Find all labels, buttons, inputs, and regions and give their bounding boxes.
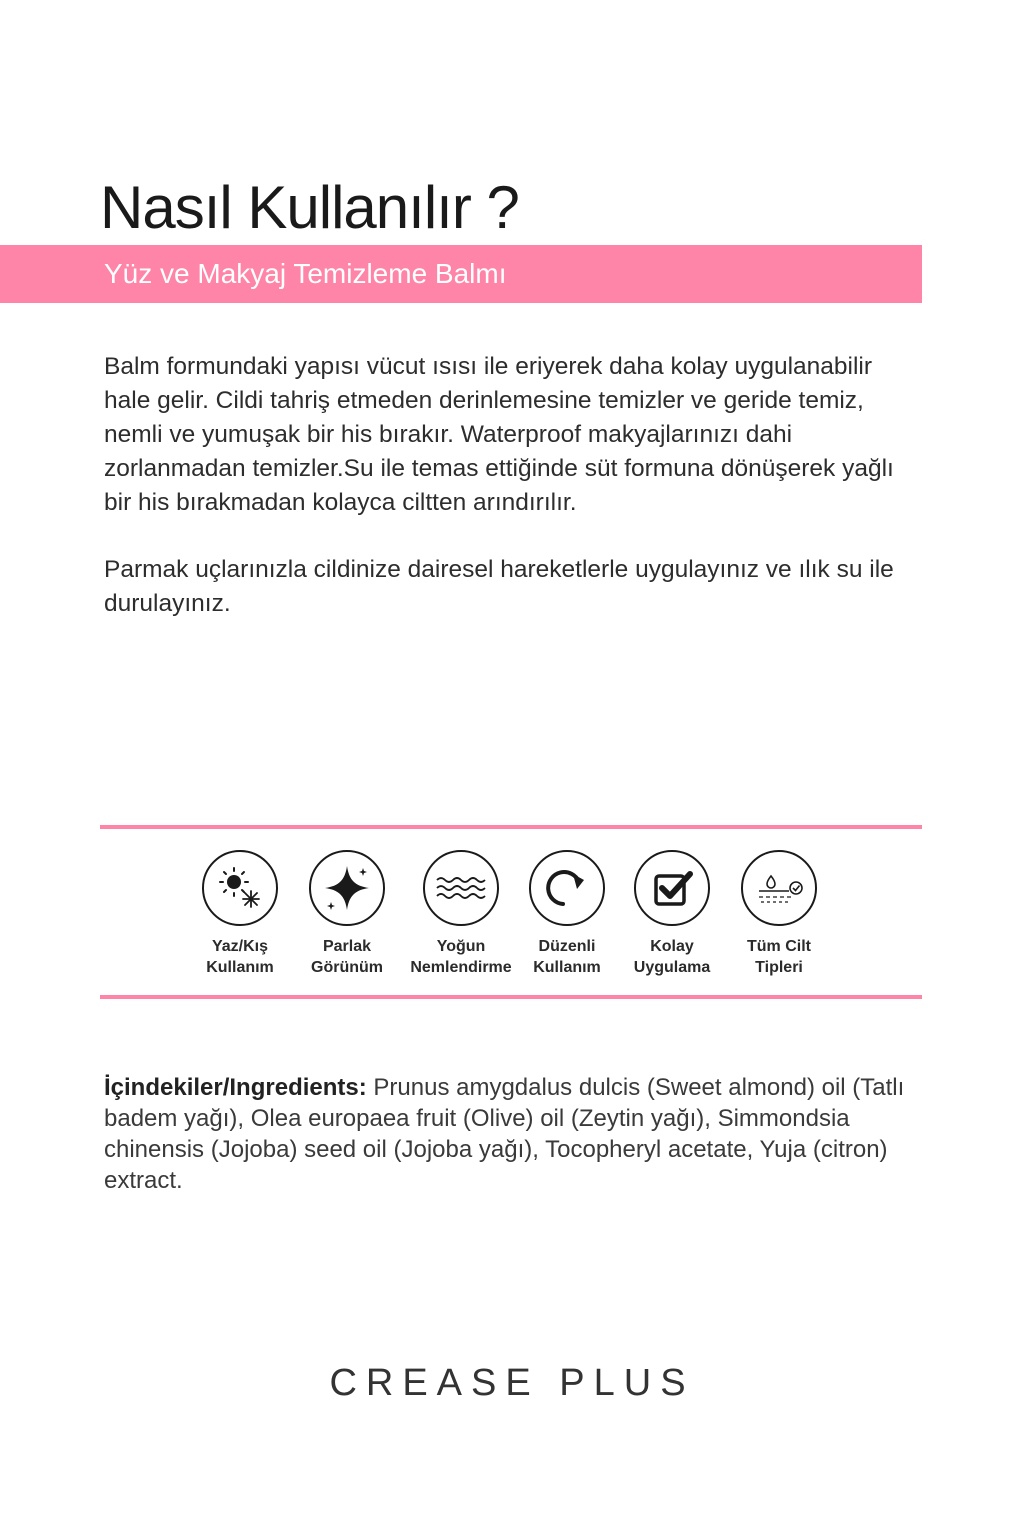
description-paragraph: Balm formundaki yapısı vücut ısısı ile eriyerek daha kolay uygulanabilir hale gelir. Cildi tahriş etmeden derinlemesine temizler ve geride temiz, nemli ve yumuşak bir his bırakır. Waterproof makyajlarınızı dahi zorlanmadan temizler.Su ile temas ettiğinde süt formuna dönüşerek yağlı bir his bırakmadan kolayca ciltten arındırılır. [104,353,894,516]
skin-types-icon [741,850,817,926]
feature-regular-use [512,850,622,978]
feature-label: Yoğun Nemlendirme [410,938,512,976]
feature-all-skin-types [724,850,834,978]
product-subtitle: Yüz ve Makyaj Temizleme Balmı [104,258,507,289]
feature-label: Düzenli Kullanım [533,938,601,976]
usage-paragraph: Parmak uçlarınızla cildinize dairesel hareketlerle uygulayınız ve ılık su ile durulayınız. [104,556,894,617]
page-title: Nasıl Kullanılır ? [100,174,519,241]
sun-snowflake-icon [202,850,278,926]
divider-bottom [100,995,922,999]
brand-logo: CREASE PLUS [329,1362,695,1404]
subtitle-banner [0,245,922,303]
feature-label: Tüm Cilt Tipleri [747,938,811,976]
checkbox-icon [634,850,710,926]
divider-top [100,825,922,829]
feature-label: Yaz/Kış Kullanım [206,938,274,976]
waves-icon [423,850,499,926]
feature-moisturizing [406,850,516,978]
feature-label: Kolay Uygulama [633,938,711,976]
feature-summer-winter [185,850,295,978]
ingredients-text: Prunus amygdalus dulcis (Sweet almond) oil (Tatlı badem yağı), Olea europaea fruit (Olive) oil (Zeytin yağı), Simmondsia chinensis (Jojoba) seed oil (Jojoba yağı), Tocopheryl acetate, Yuja (citron) extract. [104,1074,905,1194]
ingredients-section [104,1072,924,1196]
sparkle-icon [309,850,385,926]
feature-radiant [292,850,402,978]
circular-arrow-icon [529,850,605,926]
feature-easy-application [617,850,727,978]
ingredients-label: İçindekiler/Ingredients: [104,1074,367,1101]
feature-label: Parlak Görünüm [311,938,383,976]
